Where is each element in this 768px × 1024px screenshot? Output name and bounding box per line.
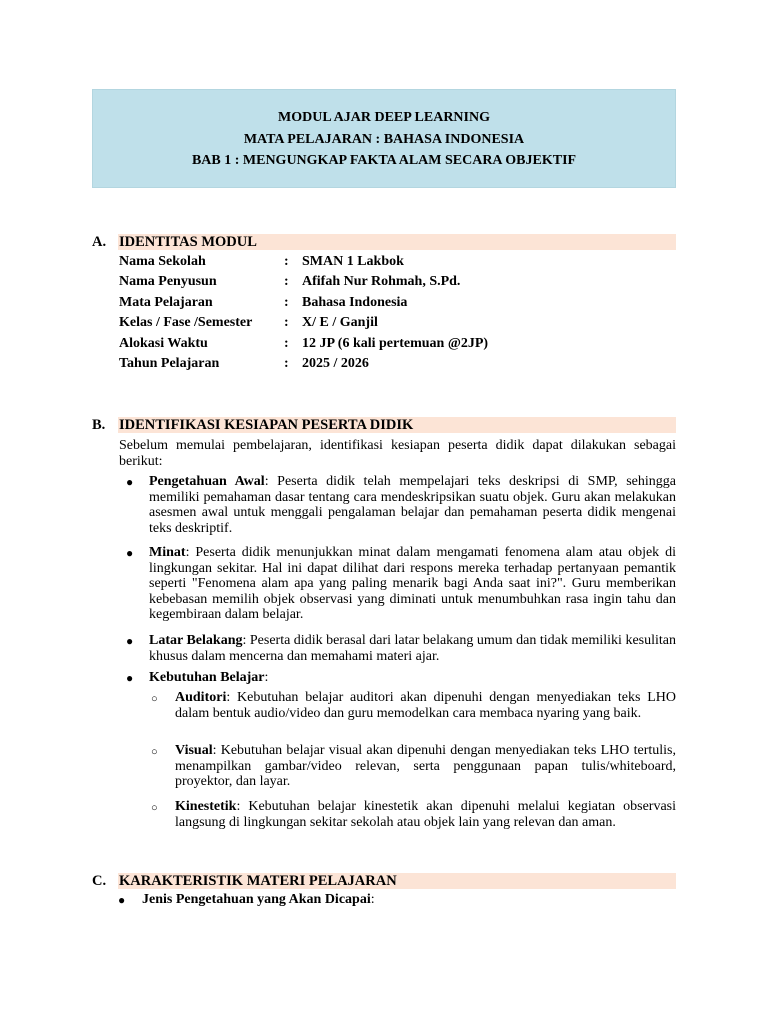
sub-list-item: Visual: Kebutuhan belajar visual akan dipenuhi dengan menyediakan teks LHO tertulis, menampilkan gambar/video relevan, serta penggunaan papan tulis/whiteboard, proyektor, dan layar. bbox=[175, 743, 676, 789]
bullet-icon: ● bbox=[126, 475, 134, 489]
bullet-icon: ● bbox=[118, 893, 126, 907]
bullet-icon: ● bbox=[126, 546, 134, 560]
list-item: Pengetahuan Awal: Peserta didik telah mempelajari teks deskripsi di SMP, sehingga memiliki pemahaman dasar tentang cara mendeskripsikan suatu objek. Guru akan melakukan asesmen awal untuk menggali pengalaman belajar dan pemahaman peserta didik mengenai teks deskriptif. bbox=[149, 474, 677, 536]
section-letter: A. bbox=[92, 234, 107, 250]
subject-title: MATA PELAJARAN : BAHASA INDONESIA bbox=[243, 132, 525, 147]
section-c-heading bbox=[92, 873, 676, 889]
sub-list-item: Kinestetik: Kebutuhan belajar kinestetik akan dipenuhi melalui kegiatan observasi langsung di lingkungan sekitar sekolah atau objek lain yang relevan dan aman. bbox=[175, 799, 676, 830]
section-letter: B. bbox=[92, 417, 106, 433]
list-item: Jenis Pengetahuan yang Akan Dicapai: bbox=[142, 892, 375, 907]
section-a-heading bbox=[92, 234, 676, 250]
list-item: Kebutuhan Belajar: bbox=[149, 670, 269, 685]
chapter-title: BAB 1 : MENGUNGKAP FAKTA ALAM SECARA OBJEKTIF bbox=[191, 153, 577, 168]
section-title: IDENTITAS MODUL bbox=[119, 234, 257, 250]
intro-paragraph: Sebelum memulai pembelajaran, identifikasi kesiapan peserta didik dapat dilakukan sebagai berikut: bbox=[119, 438, 676, 469]
section-title: IDENTIFIKASI KESIAPAN PESERTA DIDIK bbox=[119, 417, 414, 433]
section-letter: C. bbox=[92, 873, 107, 889]
section-title: KARAKTERISTIK MATERI PELAJARAN bbox=[119, 873, 397, 889]
bullet-icon: ● bbox=[126, 671, 134, 685]
module-header bbox=[92, 89, 676, 188]
section-b-heading bbox=[92, 417, 676, 433]
circle-bullet-icon: ○ bbox=[151, 746, 158, 758]
bullet-icon: ● bbox=[126, 634, 134, 648]
list-item: Minat: Peserta didik menunjukkan minat dalam mengamati fenomena alam atau objek di lingkungan sekitar. Hal ini dapat dilihat dari respons mereka terhadap pertanyaan pemantik seperti "Fenomena alam apa yang paling menarik bagi Anda saat ini?". Guru memberikan kebebasan memilih objek observasi yang diminati untuk menumbuhkan rasa ingin tahu dan kegembiraan dalam belajar. bbox=[149, 545, 676, 622]
sub-list-item: Auditori: Kebutuhan belajar auditori akan dipenuhi dengan menyediakan teks LHO dalam bentuk audio/video dan guru memodelkan cara membaca nyaring yang baik. bbox=[175, 690, 676, 721]
list-item: Latar Belakang: Peserta didik berasal dari latar belakang umum dan tidak memiliki kesulitan khusus dalam mencerna dan memahami materi ajar. bbox=[149, 633, 676, 664]
module-title: MODUL AJAR DEEP LEARNING bbox=[278, 110, 490, 125]
circle-bullet-icon: ○ bbox=[151, 693, 158, 705]
circle-bullet-icon: ○ bbox=[151, 802, 158, 814]
